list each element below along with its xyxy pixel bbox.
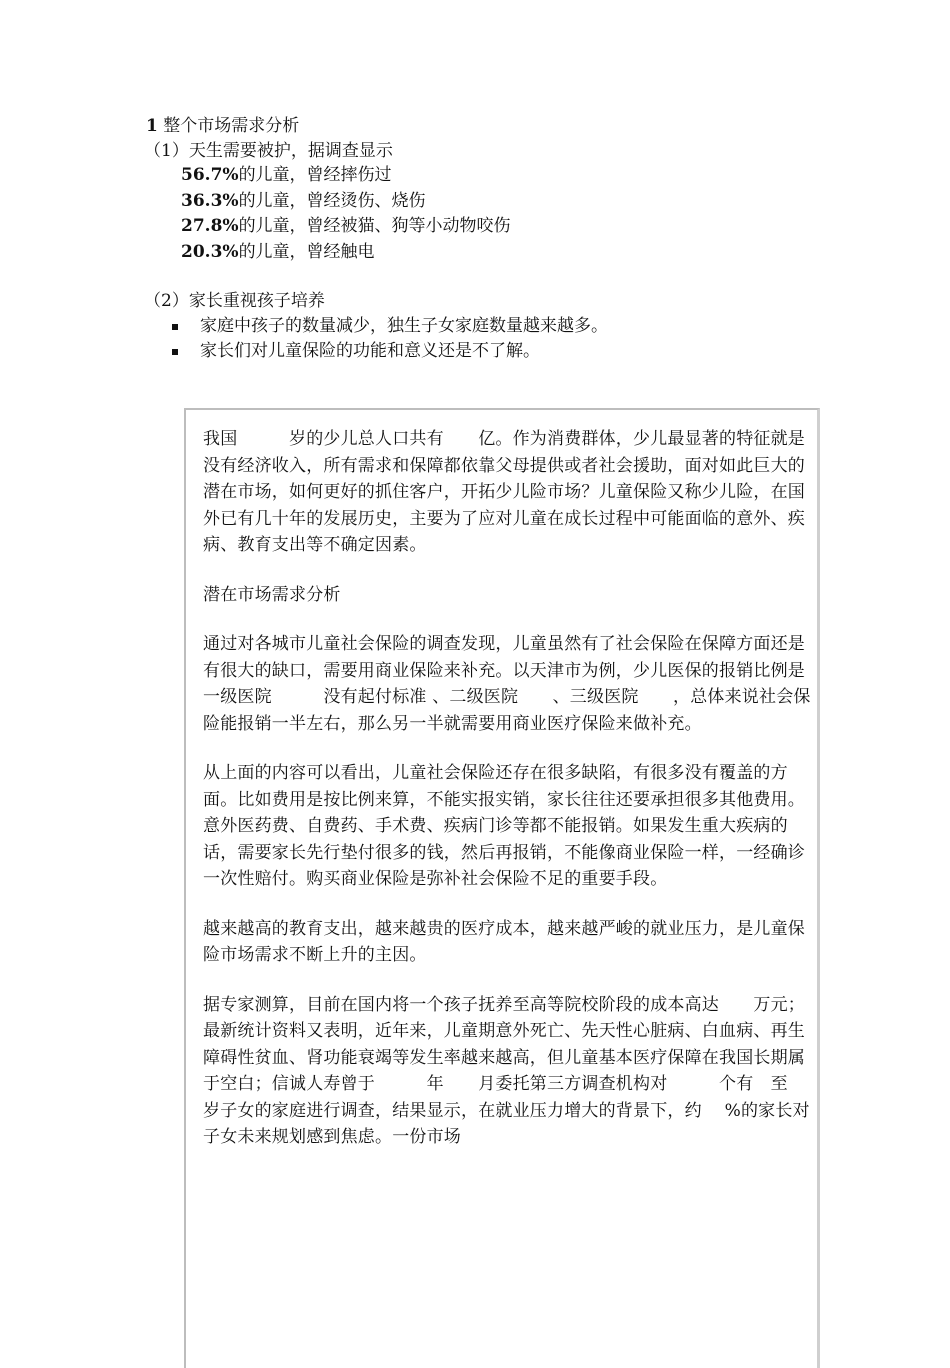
section-number: 1 bbox=[146, 116, 158, 136]
bullet-text: 家长们对儿童保险的功能和意义还是不了解。 bbox=[200, 341, 540, 361]
analysis-text-box bbox=[184, 408, 823, 1368]
box-paragraph-subheading: 潜在市场需求分析 bbox=[203, 584, 341, 605]
box-paragraph-expert-estimate: 据专家测算，目前在国内将一个孩子抚养至高等院校阶段的成本高达 万元；最新统计资料又表明，近年来，儿童期意外死亡、先天性心脏病、白血病、再生障碍性贫血、肾功能衰竭等发生率越来越高，但儿童基本医疗保障在我国长期属于空白；信诚人寿曾于 年 月委托第三方调查机构对 个有 至 岁子女的家庭进行调查，结果显示，在就业压力增大的背景下，约 %的家长对子女未来规划感到焦虑。一份市场 bbox=[203, 994, 823, 1147]
subsection-2-number: （2） bbox=[144, 291, 189, 311]
bullet-text: 家庭中孩子的数量减少，独生子女家庭数量越来越多。 bbox=[200, 316, 608, 336]
subsection-1-title bbox=[144, 139, 393, 163]
subsection-1-number: （1） bbox=[144, 141, 189, 161]
stat-text: 的儿童，曾经被猫、狗等小动物咬伤 bbox=[238, 216, 511, 236]
subsection-1-text: 天生需要被护，据调查显示 bbox=[188, 141, 393, 161]
bullet-item bbox=[172, 339, 608, 364]
stat-text: 的儿童，曾经烫伤、烧伤 bbox=[238, 190, 426, 211]
box-paragraph-deficiencies: 从上面的内容可以看出，儿童社会保险还存在很多缺陷，有很多没有覆盖的方面。比如费用是按比例来算，不能实报实销，家长往往还要承担很多其他费用。意外医药费、自费药、手术费、疾病门诊等都不能报销。如果发生重大疾病的话，需要家长先行垫付很多的钱，然后再报销，不能像商业保险一样，一经确诊一次性赔付。购买商业保险是弥补社会保险不足的重要手段。 bbox=[203, 763, 805, 889]
section-heading bbox=[146, 114, 299, 138]
stat-text: 的儿童，曾经触电 bbox=[238, 241, 375, 262]
section-heading-text: 整个市场需求分析 bbox=[163, 116, 300, 136]
stat-percent: 56.7% bbox=[181, 165, 239, 185]
square-bullet-icon bbox=[172, 324, 178, 330]
stat-text: 的儿童，曾经摔伤过 bbox=[238, 165, 392, 185]
subsection-2-title bbox=[144, 289, 325, 313]
stat-item bbox=[181, 240, 511, 266]
square-bullet-icon bbox=[172, 349, 178, 355]
injury-stat-list bbox=[181, 163, 511, 265]
stat-percent: 27.8% bbox=[181, 216, 239, 236]
analysis-text-content bbox=[203, 426, 823, 1174]
stat-item bbox=[181, 163, 511, 189]
stat-item bbox=[181, 214, 511, 240]
stat-percent: 36.3% bbox=[181, 190, 239, 211]
stat-item bbox=[181, 189, 511, 215]
box-paragraph-intro: 我国 岁的少儿总人口共有 亿。作为消费群体，少儿最显著的特征就是没有经济收入，所有需求和保障都依靠父母提供或者社会援助，面对如此巨大的潜在市场，如何更好的抓住客户，开拓少儿险市场？儿童保险又称少儿险，在国外已有几十年的发展历史，主要为了应对儿童在成长过程中可能面临的意外、疾病、教育支出等不确定因素。 bbox=[203, 429, 805, 555]
stat-percent: 20.3% bbox=[181, 241, 239, 262]
subsection-2-text: 家长重视孩子培养 bbox=[188, 291, 325, 311]
parent-concern-list bbox=[172, 314, 608, 364]
box-paragraph-social-insurance: 通过对各城市儿童社会保险的调查发现，儿童虽然有了社会保险在保障方面还是有很大的缺口，需要用商业保险来补充。以天津市为例，少儿医保的报销比例是一级医院 没有起付标准 、二级医院 、三级医院 ，总体来说社会保险能报销一半左右，那么另一半就需要用商业医疗保险来做补充。 bbox=[203, 634, 811, 734]
bullet-item bbox=[172, 314, 608, 339]
box-paragraph-drivers: 越来越高的教育支出，越来越贵的医疗成本，越来越严峻的就业压力，是儿童保险市场需求不断上升的主因。 bbox=[203, 918, 805, 965]
